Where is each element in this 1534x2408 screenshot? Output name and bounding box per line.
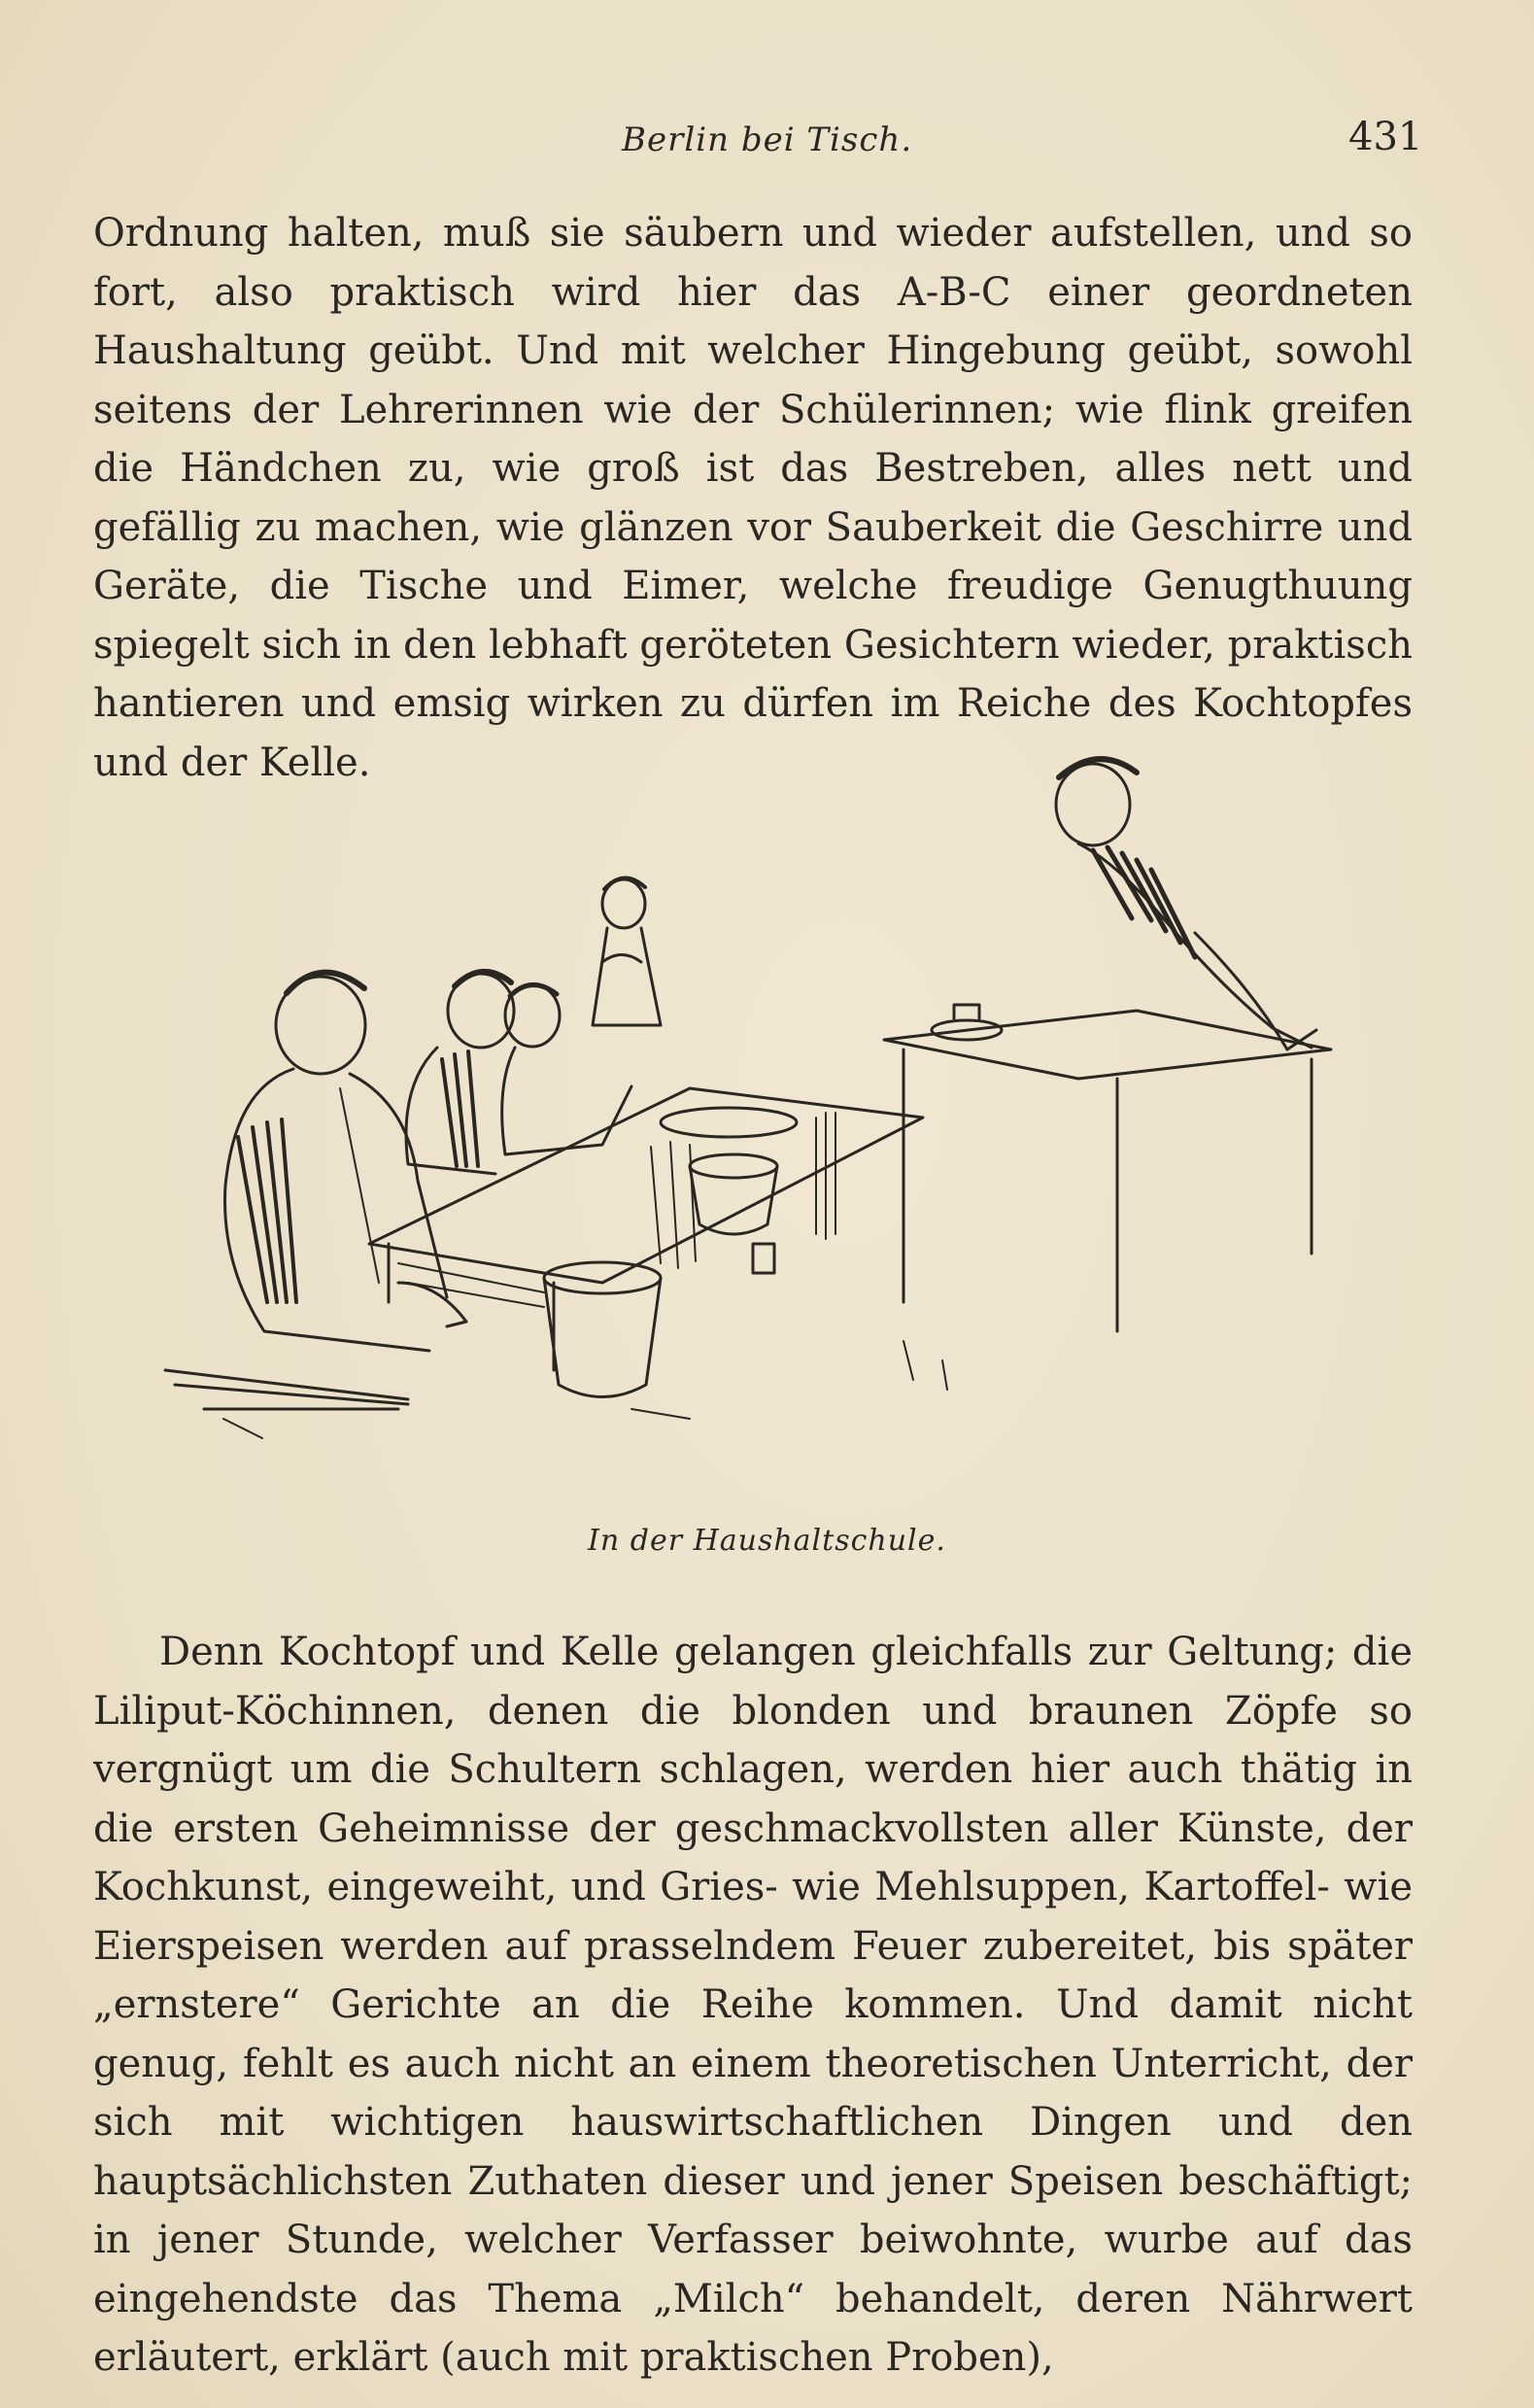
- body-text-bottom: [93, 1623, 1413, 2388]
- page-header: [0, 115, 1534, 173]
- page-number: 431: [1348, 115, 1423, 159]
- paragraph: Denn Kochtopf und Kelle gelangen gleichfalls zur Geltung; die Liliput-Köchinnen, denen die blonden und braunen Zöpfe so vergnügt um die Schultern schlagen, werden hier auch thätig in die ersten Geheimnisse der geschmackvollsten aller Künste, der Kochkunst, eingeweiht, und Gries- wie Mehlsuppen, Kartoffel- wie Eierspeisen werden auf prasselndem Feuer zubereitet, bis später „ernstere“ Gerichte an die Reihe kommen. Und damit nicht genug, fehlt es auch nicht an einem theoretischen Unterricht, der sich mit wichtigen hauswirtschaftlichen Dingen und den hauptsächlichsten Zuthaten dieser und jener Speisen beschäftigt; in jener Stunde, welcher Verfasser beiwohnte, wurbe auf das eingehendste das Thema „Milch“ behandelt, deren Nährwert erläutert, erklärt (auch mit praktischen Proben),: [93, 1630, 1413, 2380]
- figure-standing-girl: [593, 877, 661, 1025]
- running-head: Berlin bei Tisch.: [622, 120, 913, 159]
- figure-left-girl: [165, 973, 466, 1409]
- body-text-top: [93, 204, 1413, 792]
- right-table: [884, 1005, 1331, 1331]
- figure-right-woman: [1056, 759, 1316, 1049]
- paragraph: Ordnung halten, muß sie säubern und wieder aufstellen, und so fort, also praktisch wird hier das A-B-C einer geordneten Haushaltung geübt. Und mit welcher Hingebung geübt, sowohl seitens der Lehrerinnen wie der Schülerinnen; wie flink greifen die Händchen zu, wie groß ist das Bestreben, alles nett und gefällig zu machen, wie glänzen vor Sauberkeit die Geschirre und Geräte, die Tische und Eimer, welche freudige Genugthuung spiegelt sich in den lebhaft geröteten Gesichtern wieder, praktisch hantieren und emsig wirken zu dürfen im Reiche des Kochtopfes und der Kelle.: [93, 211, 1413, 785]
- illustration-household-school: [146, 739, 1350, 1516]
- figure-middle-girls: [406, 972, 631, 1174]
- illustration-caption: In der Haushaltschule.: [588, 1524, 946, 1558]
